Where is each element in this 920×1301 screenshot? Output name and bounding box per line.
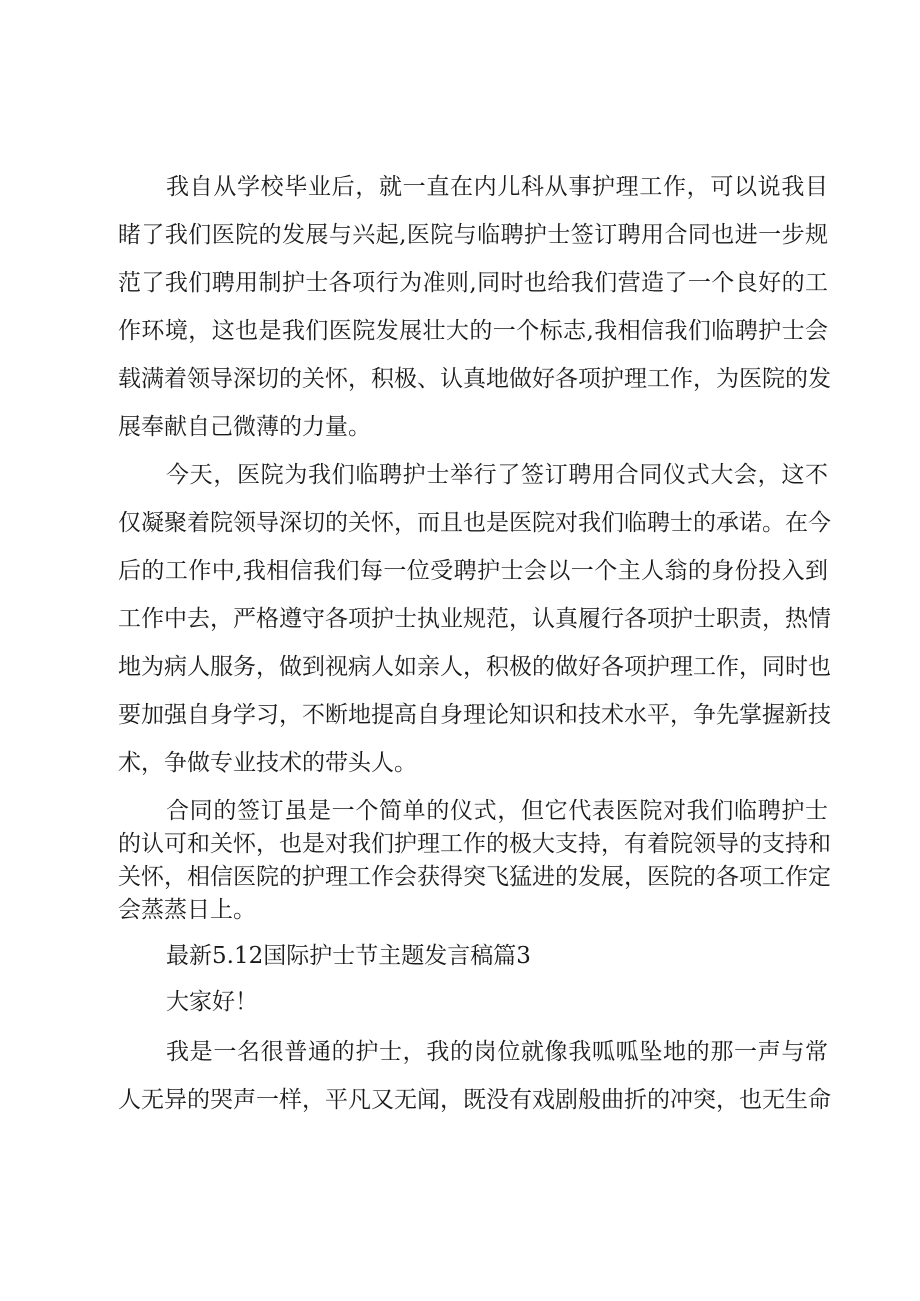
section-heading: 最新5.12国际护士节主题发言稿篇3	[166, 943, 531, 969]
paragraph-1-line-6: 展奉献自己微薄的力量。	[118, 414, 371, 440]
paragraph-3-line-1: 合同的签订虽是一个简单的仪式，但它代表医院对我们临聘护士	[166, 798, 828, 824]
paragraph-1-line-5: 载满着领导深切的关怀，积极、认真地做好各项护理工作，为医院的发	[118, 366, 831, 392]
paragraph-2-line-4: 工作中去，严格遵守各项护士执业规范，认真履行各项护士职责，热情	[118, 606, 831, 632]
paragraph-2-line-7: 术，争做专业技术的带头人。	[118, 750, 417, 776]
paragraph-4-line-1: 我是一名很普通的护士，我的岗位就像我呱呱坠地的那一声与常	[166, 1039, 828, 1065]
paragraph-1-line-2: 睹了我们医院的发展与兴起,医院与临聘护士签订聘用合同也进一步规	[118, 222, 828, 248]
paragraph-3-line-4: 会蒸蒸日上。	[118, 897, 256, 923]
paragraph-2-line-1: 今天，医院为我们临聘护士举行了签订聘用合同仪式大会，这不	[166, 462, 828, 488]
paragraph-3-line-3: 关怀，相信医院的护理工作会获得突飞猛进的发展，医院的各项工作定	[118, 864, 831, 890]
paragraph-2-line-2: 仅凝聚着院领导深切的关怀，而且也是医院对我们临聘士的承诺。在今	[118, 510, 831, 536]
paragraph-3-line-2: 的认可和关怀，也是对我们护理工作的极大支持，有着院领导的支持和	[118, 831, 831, 857]
paragraph-1-line-3: 范了我们聘用制护士各项行为准则,同时也给我们营造了一个良好的工	[118, 270, 828, 296]
paragraph-2-line-6: 要加强自身学习，不断地提高自身理论知识和技术水平，争先掌握新技	[118, 702, 831, 728]
paragraph-2-line-5: 地为病人服务，做到视病人如亲人，积极的做好各项护理工作，同时也	[118, 654, 831, 680]
paragraph-4-line-2: 人无异的哭声一样，平凡又无闻，既没有戏剧般曲折的冲突，也无生命	[118, 1087, 831, 1113]
paragraph-1-line-1: 我自从学校毕业后，就一直在内儿科从事护理工作，可以说我目	[166, 174, 828, 200]
paragraph-1-line-4: 作环境，这也是我们医院发展壮大的一个标志,我相信我们临聘护士会	[118, 318, 828, 344]
greeting: 大家好！	[166, 989, 258, 1015]
paragraph-2-line-3: 后的工作中,我相信我们每一位受聘护士会以一个主人翁的身份投入到	[118, 558, 828, 584]
